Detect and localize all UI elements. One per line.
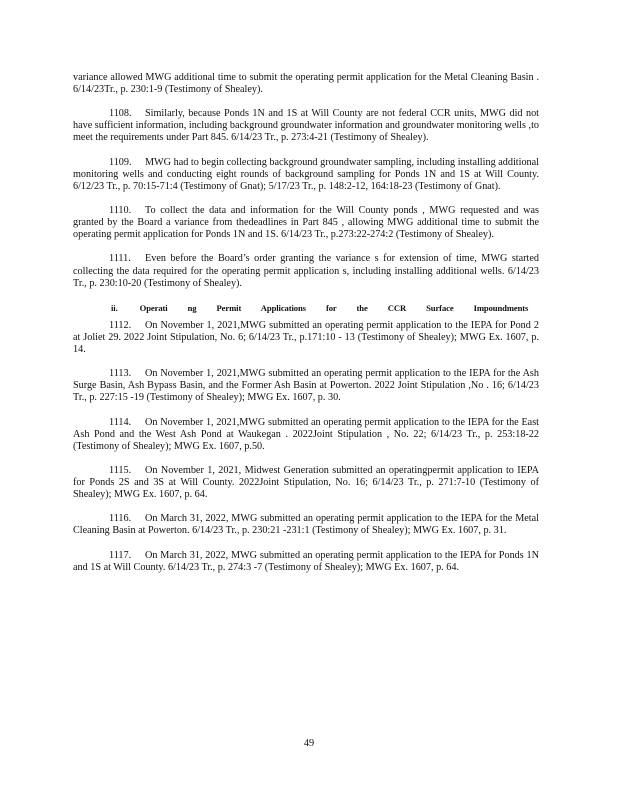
paragraph-text: On November 1, 2021,MWG submitted an operating permit application to the IEPA for the Ash Surge Basin, Ash Bypass Basin, and the Former Ash Basin at Powerton. 2022 Joint Stipulation ,No . 16; 6/14/23 Tr., p. 227:15 -19 (Testimony of Shealey); MWG Ex. 1607, p. 30.: [73, 368, 539, 404]
paragraph-1112: [73, 320, 539, 356]
paragraph-1108: [73, 108, 539, 144]
paragraph-number: 1111.: [109, 253, 131, 265]
paragraph-1109: [73, 157, 539, 193]
paragraph-number: 1110.: [109, 205, 132, 217]
paragraph-number: 1114.: [109, 416, 132, 428]
paragraph-number: 1108.: [109, 108, 132, 120]
paragraph-1113: [73, 368, 539, 404]
paragraph-1110: [73, 205, 539, 241]
paragraph-text: MWG had to begin collecting background groundwater sampling, including installing additional monitoring wells and conducting eight rounds of background sampling for Ponds 1N and 1S at Will County. 6/12/23 Tr., p. 70:15-71:4 (Testimony of Gnat); 5/17/23 Tr., p. 148:2-12, 164:18-23 (Testimony of Gnat).: [73, 156, 539, 192]
paragraph-text: On March 31, 2022, MWG submitted an operating permit application to the IEPA for the Metal Cleaning Basin at Powerton. 6/14/23 Tr., p. 230:21 -231:1 (Testimony of Shealey); MWG Ex. 1607, p. 31.: [73, 513, 539, 537]
paragraph-text: On November 1, 2021,MWG submitted an operating permit application to the IEPA for Pond 2 at Joliet 29. 2022 Joint Stipulation, No. 6; 6/14/23 Tr., p.171:10 - 13 (Testimony of Shealey); MWG Ex. 1607, p. 14.: [73, 319, 539, 356]
page-number: 49: [303, 738, 315, 749]
paragraph-number: 1116.: [109, 513, 132, 525]
paragraph-number: 1109.: [109, 156, 132, 168]
paragraph-number: 1113.: [109, 368, 132, 380]
paragraph-text: Similarly, because Ponds 1N and 1S at Will County are not federal CCR units, MWG did not have sufficient information, including background groundwater information and groundwater monitoring wells ,to meet the requirements under Part 845. 6/14/23 Tr., p. 273:4-21 (Testimony of Shealey).: [73, 108, 539, 144]
paragraph-1114: [73, 417, 539, 453]
paragraph-1116: [73, 513, 539, 537]
paragraph-continued: variance allowed MWG additional time to submit the operating permit application for the Metal Cleaning Basin . 6/14/23Tr., p. 230:1-9 (Testimony of Shealey).: [73, 72, 539, 96]
paragraph-1117: [73, 550, 539, 574]
paragraph-1111: [73, 253, 539, 289]
paragraph-number: 1112.: [109, 319, 132, 331]
paragraph-text: Even before the Board’s order granting the variance s for extension of time, MWG started collecting the data required for the operating permit application s, including installing additional wells. 6/14/23 Tr., p. 230:10-20 (Testimony of Shealey).: [73, 253, 539, 289]
section-heading-text: Operati ng Permit Applications for the CCR Surface Impoundments: [139, 302, 529, 313]
paragraph-text: On November 1, 2021,MWG submitted an operating permit application to the IEPA for the East Ash Pond and the West Ash Pond at Waukegan . 2022Joint Stipulation , No. 22; 6/14/23 Tr., p. 253:18-22 (Testimony of Shealey); MWG Ex. 1607, p.50.: [73, 416, 539, 452]
paragraph-text: To collect the data and information for the Will County ponds , MWG requested and was granted by the Board a variance from thedeadlines in Part 845 , allowing MWG additional time to submit the operating permit application for Ponds 1N and 1S. 6/14/23 Tr., p.273:22-274:2 (Testimony of Shealey).: [73, 205, 539, 241]
section-heading: [73, 302, 539, 314]
paragraph-1115: [73, 465, 539, 501]
section-numeral: ii.: [111, 302, 118, 313]
paragraph-number: 1115.: [109, 465, 132, 476]
document-page: [73, 72, 539, 586]
paragraph-text: On March 31, 2022, MWG submitted an operating permit application to the IEPA for Ponds 1N and 1S at Will County. 6/14/23 Tr., p. 274:3 -7 (Testimony of Shealey); MWG Ex. 1607, p. 64.: [73, 549, 539, 573]
paragraph-number: 1117.: [109, 549, 132, 561]
paragraph-text: On November 1, 2021, Midwest Generation submitted an operatingpermit application to IEPA for Ponds 2S and 3S at Will County. 2022Joint Stipulation, No. 16; 6/14/23 Tr., p. 271:7-10 (Testimony of Shealey); MWG Ex. 1607, p. 64.: [73, 465, 539, 501]
